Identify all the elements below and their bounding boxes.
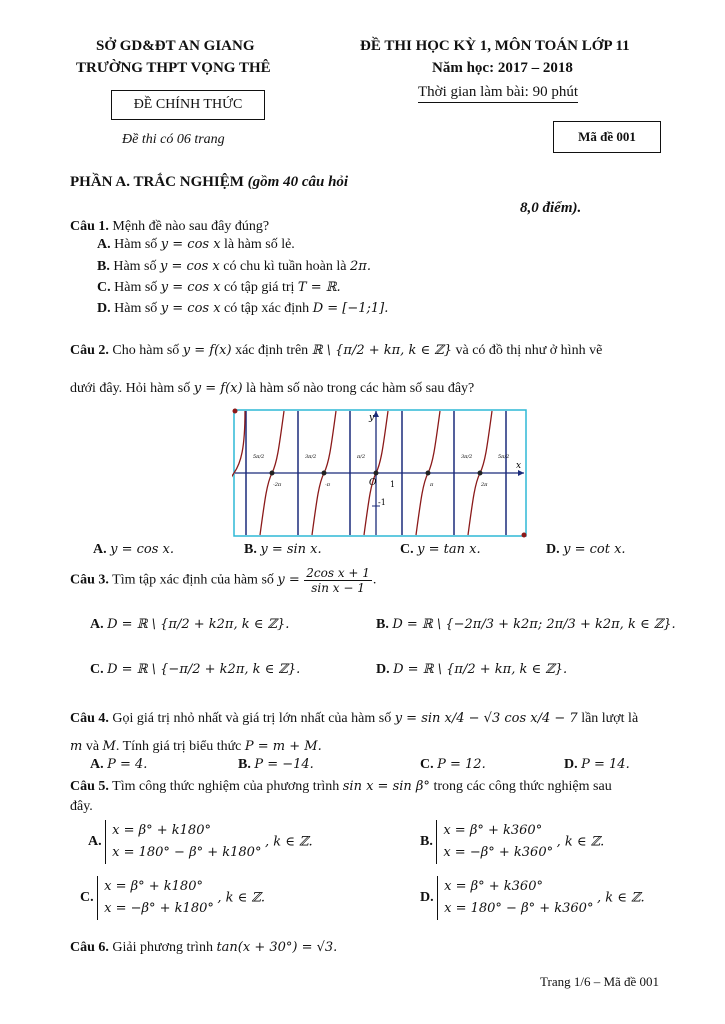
option-math: , k ∈ ℤ. — [596, 890, 645, 906]
option-label: C. — [90, 662, 104, 677]
q1-option-d — [97, 301, 388, 317]
tick-label: π — [430, 482, 434, 488]
page-count-note: Đề thi có 06 trang — [122, 132, 225, 147]
tick-label: -π — [325, 482, 330, 488]
option-label: D. — [376, 662, 390, 677]
option-label: A. — [90, 757, 104, 772]
tick-label: 5π/2 — [498, 454, 510, 460]
section-title: PHẦN A. TRẮC NGHIỆM — [70, 174, 244, 190]
option-label: D. — [420, 890, 434, 905]
question-1 — [70, 219, 269, 235]
q2-option-b — [244, 542, 322, 558]
exam-code: Mã đề 001 — [578, 129, 636, 144]
exam-title: ĐỀ THI HỌC KỲ 1, MÔN TOÁN LỚP 11 — [360, 38, 630, 54]
exam-duration: Thời gian làm bài: 90 phút — [418, 84, 578, 103]
option-label: B. — [244, 542, 257, 557]
option-math: y = cos x — [160, 237, 221, 252]
question-text: Tìm tập xác định của hàm số — [112, 572, 274, 588]
question-text: và có đồ thị như ở hình vẽ — [455, 343, 603, 358]
question-math: tan(x + 30°) = √3. — [216, 940, 338, 955]
question-text: trong các công thức nghiệm sau — [433, 779, 612, 794]
option-math: y = tan x. — [417, 542, 481, 557]
question-3: Câu 3. Tìm tập xác định của hàm số y = $\frac{\text{2cos x + 1}}{\text{sin x − 1}}$ . — [70, 566, 377, 595]
option-text: Hàm số — [114, 280, 158, 295]
question-4 — [70, 711, 638, 727]
question-text: dưới đây. Hỏi hàm số — [70, 381, 191, 396]
fraction-numerator: 2cos x + 1 — [306, 566, 370, 580]
section-points: 8,0 điểm). — [520, 200, 582, 216]
option-math: y = cos x — [160, 301, 221, 316]
option-text: có tập giá trị — [224, 280, 295, 295]
question-4-line2 — [70, 739, 322, 755]
q5-option-a — [88, 820, 313, 864]
equation-system — [437, 876, 593, 920]
school-name: TRƯỜNG THPT VỌNG THÊ — [76, 60, 271, 76]
question-text: là hàm số nào trong các hàm số sau đây? — [246, 381, 475, 396]
tick-label: 3π/2 — [461, 454, 473, 460]
option-math: , k ∈ ℤ. — [556, 834, 605, 850]
question-label: Câu 3. — [70, 572, 109, 588]
question-text: Gọi giá trị nhỏ nhất và giá trị lớn nhất của hàm số — [112, 711, 392, 726]
option-label: C. — [97, 280, 111, 295]
option-math: y = sin x. — [260, 542, 322, 557]
system-line: x = β° + k180° — [112, 823, 211, 838]
q1-option-a — [97, 237, 295, 253]
q4-option-c — [420, 757, 486, 773]
q3-option-d — [376, 662, 567, 678]
option-label: A. — [90, 617, 104, 632]
tick-label: 5π/2 — [253, 454, 265, 460]
option-label: C. — [420, 757, 434, 772]
tick-label: -2π — [273, 482, 282, 488]
option-label: D. — [97, 301, 111, 316]
tick-label: π/2 — [357, 454, 366, 460]
question-6 — [70, 940, 337, 956]
option-math: D = ℝ \ {−π/2 + k2π, k ∈ ℤ}. — [107, 662, 301, 677]
option-math: y = cot x. — [563, 542, 626, 557]
q4-option-b — [238, 757, 314, 773]
option-text: Hàm số — [114, 301, 158, 316]
question-math: P = m + M. — [244, 739, 322, 754]
page-footer: Trang 1/6 – Mã đề 001 — [540, 974, 660, 989]
x-axis-label: x — [516, 461, 522, 471]
option-math: P = 12. — [437, 757, 486, 772]
tan-graph — [232, 408, 528, 538]
q3-option-b — [376, 617, 676, 633]
question-2 — [70, 343, 602, 359]
question-math: y = f(x) — [182, 343, 232, 358]
neg-one-label: -1 — [378, 498, 386, 507]
option-label: B. — [238, 757, 251, 772]
q2-option-a — [93, 542, 174, 558]
question-text: lần lượt là — [581, 711, 639, 726]
section-heading — [70, 174, 348, 191]
option-math: D = ℝ \ {π/2 + k2π, k ∈ ℤ}. — [107, 617, 290, 632]
q4-option-d — [564, 757, 630, 773]
q5-option-d — [420, 876, 645, 920]
question-math: M — [102, 739, 116, 754]
equation-system — [105, 820, 261, 864]
option-label: A. — [88, 834, 102, 849]
fraction-denominator: sin x − 1 — [311, 581, 365, 595]
school-year: Năm học: 2017 – 2018 — [432, 60, 573, 76]
question-math: m — [70, 739, 83, 754]
option-text: có chu kì tuần hoàn là — [223, 259, 347, 274]
question-5-line2: đây. — [70, 799, 93, 814]
q1-option-b — [97, 259, 371, 275]
question-math: y = — [277, 572, 300, 588]
option-math: , k ∈ ℤ. — [217, 890, 266, 906]
question-label: Câu 1. — [70, 219, 109, 234]
q1-option-c — [97, 280, 341, 296]
department-name: SỞ GD&ĐT AN GIANG — [96, 38, 255, 54]
question-label: Câu 4. — [70, 711, 109, 726]
option-math: P = −14. — [254, 757, 314, 772]
option-math: y = cos x. — [110, 542, 175, 557]
question-text: Tìm công thức nghiệm của phương trình — [112, 779, 340, 794]
system-line: x = −β° + k180° — [104, 901, 214, 916]
question-text: Mệnh đề nào sau đây đúng? — [112, 219, 270, 234]
question-math: ℝ \ {π/2 + kπ, k ∈ ℤ} — [311, 343, 452, 358]
exam-code-box — [553, 121, 661, 153]
q3-option-c — [90, 662, 300, 678]
option-text: Hàm số — [114, 237, 158, 252]
option-text: là hàm số lẻ. — [224, 237, 295, 252]
system-line: x = β° + k360° — [444, 879, 543, 894]
system-line: x = β° + k180° — [104, 879, 203, 894]
origin-label: O — [369, 478, 377, 488]
one-label: 1 — [390, 480, 396, 489]
equation-system — [436, 820, 553, 864]
option-label: B. — [376, 617, 389, 632]
question-label: Câu 2. — [70, 343, 109, 358]
question-math: y = sin x/4 − √3 cos x/4 − 7 — [394, 711, 578, 726]
option-math: P = 4. — [107, 757, 148, 772]
q4-option-a — [90, 757, 147, 773]
q3-option-a — [90, 617, 289, 633]
option-math: D = [−1;1]. — [312, 301, 389, 316]
option-label: A. — [93, 542, 107, 557]
option-math: 2π. — [350, 259, 371, 274]
option-math: D = ℝ \ {−2π/3 + k2π; 2π/3 + k2π, k ∈ ℤ}. — [392, 617, 676, 632]
option-math: , k ∈ ℤ. — [264, 834, 313, 850]
option-label: A. — [97, 237, 111, 252]
option-text: Hàm số — [113, 259, 157, 274]
option-label: B. — [420, 834, 433, 849]
question-label: Câu 5. — [70, 779, 109, 794]
section-note: (gồm 40 câu hỏi — [247, 174, 349, 190]
question-text: xác định trên — [235, 343, 309, 358]
question-math: y = f(x) — [193, 381, 243, 396]
question-text: Giải phương trình — [112, 940, 213, 955]
question-label: Câu 6. — [70, 940, 109, 955]
question-2-line2 — [70, 381, 474, 397]
q2-option-c — [400, 542, 481, 558]
question-text: và — [85, 739, 100, 754]
option-math: y = cos x — [160, 259, 220, 274]
tick-label: 3π/2 — [305, 454, 317, 460]
q5-option-b — [420, 820, 604, 864]
option-label: D. — [564, 757, 578, 772]
system-line: x = β° + k360° — [443, 823, 543, 838]
option-math: D = ℝ \ {π/2 + kπ, k ∈ ℤ}. — [393, 662, 568, 677]
option-label: B. — [97, 259, 110, 274]
q2-option-d — [546, 542, 626, 558]
q5-option-c — [80, 876, 265, 920]
official-exam-label: ĐỀ CHÍNH THỨC — [133, 97, 243, 112]
option-label: C. — [80, 890, 94, 905]
tick-label: 2π — [481, 482, 488, 488]
option-text: có tập xác định — [224, 301, 310, 316]
option-math: P = 14. — [581, 757, 630, 772]
option-math: T = ℝ. — [297, 280, 341, 295]
equation-system — [97, 876, 214, 920]
system-line: x = 180° − β° + k360° — [444, 901, 594, 916]
system-line: x = 180° − β° + k180° — [112, 845, 262, 860]
question-5 — [70, 779, 612, 795]
question-text: Cho hàm số — [112, 343, 180, 358]
question-text: . Tính giá trị biểu thức — [115, 739, 242, 754]
question-math: sin x = sin β° — [342, 779, 430, 794]
y-axis-label: y — [369, 413, 375, 423]
option-math: y = cos x — [160, 280, 221, 295]
official-exam-box — [111, 90, 265, 120]
option-label: C. — [400, 542, 414, 557]
option-label: D. — [546, 542, 560, 557]
function-fraction — [304, 566, 372, 595]
system-line: x = −β° + k360° — [443, 845, 554, 860]
